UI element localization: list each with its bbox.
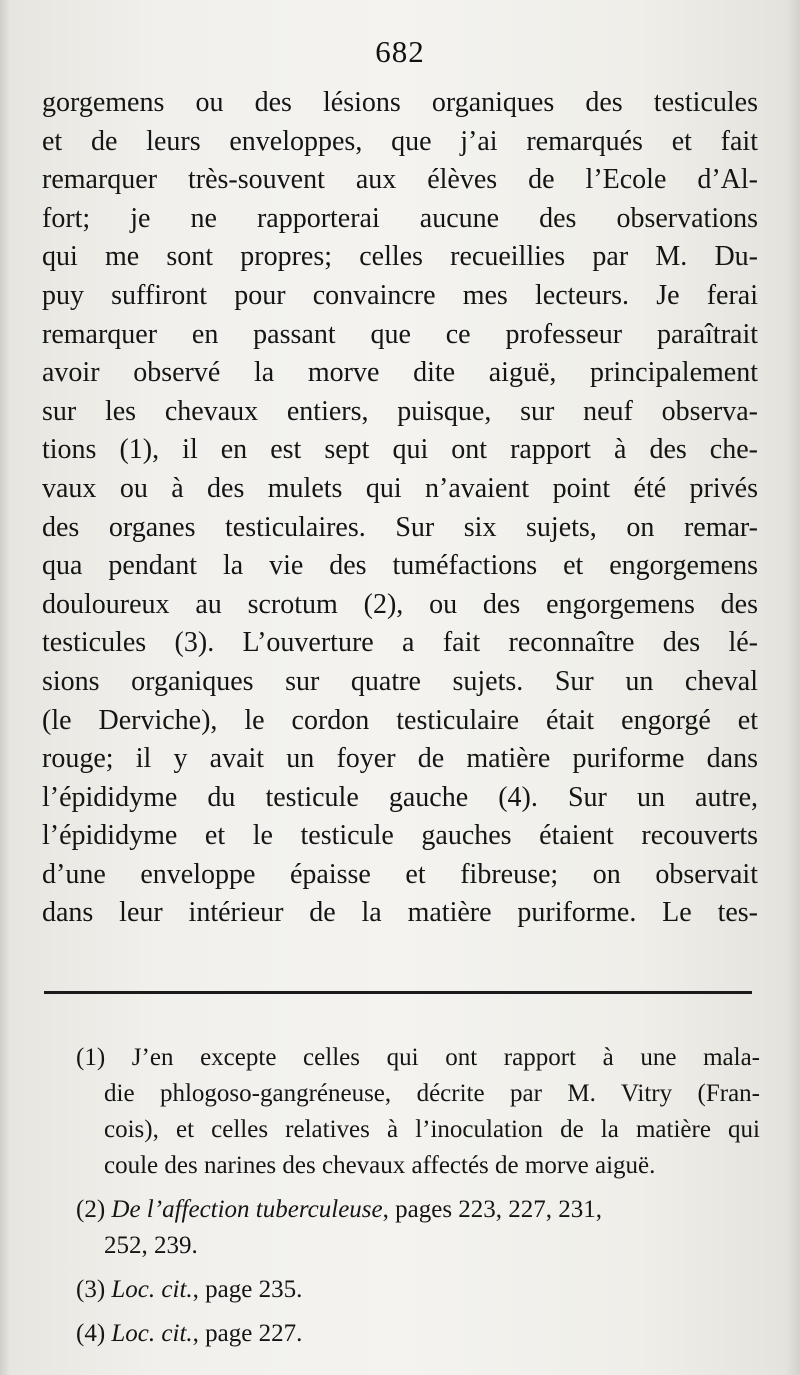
text-line: remarquer en passant que ce professeur paraîtrait bbox=[42, 318, 758, 350]
footnote-2-cont: 252, 239. bbox=[104, 1232, 198, 1259]
text-line: (le Derviche), le cordon testiculaire était engorgé et bbox=[42, 704, 758, 736]
main-text-block bbox=[42, 84, 758, 933]
footnote-4 bbox=[76, 1316, 760, 1352]
text-line: des organes testiculaires. Sur six sujets, on remar- bbox=[42, 511, 758, 543]
footnote-1-line: die phlogoso-gangréneuse, décrite par M. Vitry (Fran- bbox=[104, 1080, 760, 1107]
text-line: rouge; il y avait un foyer de matière puriforme dans bbox=[42, 743, 758, 775]
text-line: avoir observé la morve dite aiguë, principalement bbox=[42, 357, 758, 389]
footnote-3-title: Loc. cit. bbox=[111, 1276, 193, 1303]
text-line: d’une enveloppe épaisse et fibreuse; on observait bbox=[42, 858, 758, 890]
footnote-2-number: (2) bbox=[76, 1196, 106, 1223]
page-edge-left bbox=[0, 0, 10, 1375]
footnote-4-page: , page 227. bbox=[192, 1320, 303, 1347]
text-line: tions (1), il en est sept qui ont rapport à des che- bbox=[42, 434, 758, 466]
footnote-rule bbox=[44, 991, 752, 994]
footnote-2-title: De l’affection tuberculeuse bbox=[111, 1196, 383, 1223]
text-line: gorgemens ou des lésions organiques des testicules bbox=[42, 87, 758, 118]
footnote-3 bbox=[76, 1272, 760, 1308]
text-line: fort; je ne rapporterai aucune des observations bbox=[42, 202, 758, 234]
footnote-3-page: , page 235. bbox=[192, 1276, 303, 1303]
footnote-4-title: Loc. cit. bbox=[111, 1320, 193, 1347]
text-line: sions organiques sur quatre sujets. Sur un cheval bbox=[42, 665, 758, 697]
text-line: dans leur intérieur de la matière puriforme. Le tes- bbox=[42, 897, 758, 929]
text-line: et de leurs enveloppes, que j’ai remarqués et fait bbox=[42, 125, 758, 157]
footnote-4-number: (4) bbox=[76, 1320, 106, 1347]
footnote-2 bbox=[76, 1192, 760, 1228]
footnote-2-pages: , pages 223, 227, 231, bbox=[382, 1196, 603, 1223]
text-line: vaux ou à des mulets qui n’avaient point été privés bbox=[42, 472, 758, 504]
text-line: qui me sont propres; celles recueillies par M. Du- bbox=[42, 241, 758, 273]
text-line: l’épididyme du testicule gauche (4). Sur un autre, bbox=[42, 781, 758, 813]
footnote-1-line: (1) J’en excepte celles qui ont rapport à une mala- bbox=[76, 1044, 760, 1071]
page-number: 682 bbox=[375, 34, 425, 69]
footnote-3-number: (3) bbox=[76, 1276, 106, 1303]
footnote-1-line: cois), et celles relatives à l’inoculation de la matière qui bbox=[104, 1116, 760, 1143]
text-line: remarquer très-souvent aux élèves de l’Ecole d’Al- bbox=[42, 164, 758, 196]
text-line: l’épididyme et le testicule gauches étaient recouverts bbox=[42, 820, 758, 852]
text-line: puy suffiront pour convaincre mes lecteurs. Je ferai bbox=[42, 279, 758, 311]
text-line: douloureux au scrotum (2), ou des engorgemens des bbox=[42, 588, 758, 620]
page-edge-right bbox=[786, 0, 800, 1375]
text-line: qua pendant la vie des tuméfactions et engorgemens bbox=[42, 550, 758, 582]
footnotes-block bbox=[76, 1040, 760, 1352]
text-line: sur les chevaux entiers, puisque, sur neuf observa- bbox=[42, 395, 758, 427]
footnote-1-line: coule des narines des chevaux affectés de morve aiguë. bbox=[104, 1152, 656, 1179]
text-line: testicules (3). L’ouverture a fait reconnaître des lé- bbox=[42, 627, 758, 659]
